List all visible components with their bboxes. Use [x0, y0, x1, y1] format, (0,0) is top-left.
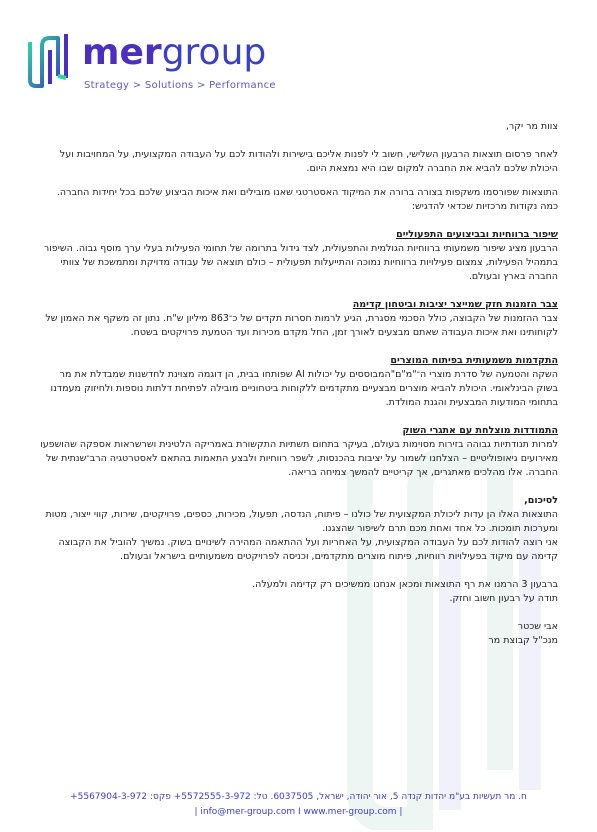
section-heading-products: התקדמות משמעותית בפיתוח המוצרים: [390, 355, 558, 366]
signature-title: מנכ"ל קבוצת מר: [488, 635, 558, 646]
intro-paragraph-2: התוצאות שפורסמו משקפות בצורה ברורה את המיקוד האסטרטגי שאנו מובילים ואת איכות הביצוע שלכם בכל יחידות החברה. כמה נקודות מרכזיות שכדאי להדגיש:: [56, 187, 558, 212]
summary-paragraph-2: אני רוצה להודות לכם על העבודה המקצועית, על האחריות ועל ההתאמה המהירה לשינויים בשוק. נמשיך להוביל את הקבוצה קדימה עם מיקוד בפעילויות רווחיות, פיתוח מוצרים מתקדמים, וכניסה לפרויקטים משמעותיים בישראל ובעולם.: [58, 537, 558, 562]
brand-name: [82, 32, 266, 73]
brand-name-group: group: [161, 32, 267, 73]
greeting: צוות מר יקר,: [505, 121, 558, 132]
page-footer: [0, 790, 597, 820]
section-heading-backlog: צבר הזמנות חזק שמייצר יציבות וביטחון קדימה: [352, 299, 558, 310]
section-body-products: השקה והטמעה של סדרת מוצרי ה־"מ"ם"המבוססים על יכולות AI שפותחו בבית, הן דוגמה מצוינת לחדשנות שמבדלת את מר בשוק הבינלאומי. היכולת להביא מוצרים מבצעיים מתקדמים ללקוחות ביטחוניים מובילה לפתיחת דלתות נוספות ולחיזוק מעמדנו בתחומי המודעות המבצעית והגנת המולדת.: [50, 369, 558, 408]
letter-body: [38, 120, 558, 648]
section-heading-market: התמודדות מוצלחת עם אתגרי השוק: [402, 425, 558, 436]
section-heading-profitability: שיפור ברווחיות ובביצועים התפעוליים: [396, 229, 558, 240]
section-body-backlog: צבר ההזמנות של הקבוצה, כולל הסכמי מסגרת, הגיע לרמות חסרות תקדים של כ־863 מיליון ש"ח. נתון זה משקף את האמון של לקוחותינו ואת איכות העבודה שאתם מבצעים לאורך זמן, החל מקדם מכירות ועד הטמעת פרויקטים בשטח.: [45, 313, 558, 338]
closing-line-2: תודה על רבעון חשוב וחזק.: [449, 593, 558, 604]
footer-address: ח. מר תעשיות בע"מ יהדות קנדה 5, אור יהודה, ישראל, 6037505. טל: 5572555-3-972+ פקס: 5567904-3-972+: [70, 792, 527, 802]
summary-heading: לסיכום,: [524, 495, 558, 506]
intro-paragraph-1: לאחר פרסום תוצאות הרבעון השלישי, חשוב לי לפנות אליכם בישירות ולהודות לכם על העבודה המקצועית, על המחויבות ועל היכולת שלכם להביא את החברה למקום שבו היא נמצאת היום.: [59, 149, 558, 174]
brand-name-mer: mer: [82, 32, 162, 73]
signature-name: אבי שכטר: [517, 621, 558, 632]
section-body-profitability: הרבעון מציג שיפור משמעותי ברווחיות הגולמית והתפעולית, לצד גידול בתרומה של תחומי הפעילות בעלי ערך מוסף גבוה. השיפור בתמהיל הפעילות, צמצום פעילויות ברווחיות נמוכה והתייעלות תפעולית – כולם תוצאה של עבודה מדויקת ומתמשכת של צוותי החברה בארץ ובעולם.: [43, 243, 558, 282]
brand-tagline: Strategy > Solutions > Performance: [84, 80, 276, 91]
section-body-market: למרות תנודתיות גבוהה בזירות מסוימות בעולם, בעיקר בתחום תשתיות התקשורת באמריקה הלטינית ושרשראות אספקה שהושפעו מאירועים גיאופוליטיים – הצלחנו לשמור על יציבות בהכנסות, לשפר רווחיות ולבצע התאמות בהתאם לאסטרטגיה הרב־שנתית של החברה. אלו מהלכים מאתגרים, אך קריטיים להמשך צמיחה בריאה.: [40, 439, 558, 478]
footer-contact: | info@mer-group.com I www.mer-group.com |: [194, 807, 403, 817]
closing-line-1: ברבעון 3 הרמנו את רף התוצאות ומכאן אנחנו ממשיכים רק קדימה ולמעלה.: [252, 579, 558, 590]
summary-paragraph-1: התוצאות האלו הן עדות ליכולת המקצועית של כולנו – פיתוח, הנדסה, תפעול, מכירות, כספים, פרויקטים, שירות, קווי ייצור, מטות ומערכות תומכות. כל אחד ואחת מכם תרם לשיפור שהצגנו.: [45, 509, 558, 534]
mer-logo-mark-icon: [24, 28, 76, 90]
company-logo: [24, 28, 284, 98]
